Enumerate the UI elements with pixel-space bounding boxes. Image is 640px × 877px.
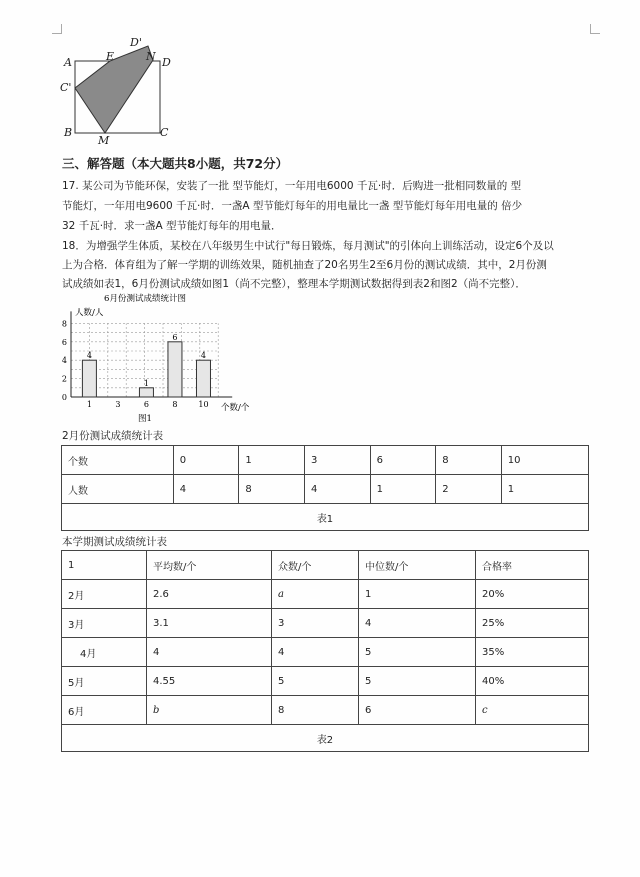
geo-label-c: C (160, 126, 169, 139)
table-cell: 4 (147, 638, 272, 667)
geo-label-d: D (162, 56, 171, 69)
q17-line-3: 32 千瓦·时．求一盏A 型节能灯每年的用电量． (62, 220, 282, 232)
table-cell: 4月 (62, 638, 147, 667)
geo-label-m: M (98, 134, 110, 147)
table-row (62, 609, 589, 638)
table-cell: 20% (476, 580, 589, 609)
chart-x-label: 个数/个 (221, 403, 250, 413)
table-cell: 1 (359, 580, 476, 609)
chart-bar (168, 342, 182, 397)
table1-caption: 表1 (62, 504, 589, 531)
chart-title: 6月份测试成绩统计图 (104, 294, 186, 304)
chart-bar (196, 360, 210, 397)
chart-x-tick-label: 10 (198, 400, 209, 409)
table-cell: 6 (359, 696, 476, 725)
table-row (62, 725, 589, 752)
q17-line-1: 17. 某公司为节能环保，安装了一批 型节能灯，一年用电6000 千瓦·时．后购进一批相同数量的 型 (62, 180, 522, 192)
table-cell: c (476, 696, 589, 725)
table-row (62, 504, 589, 531)
chart-bar (139, 388, 153, 397)
table-cell: 6 (370, 446, 436, 475)
table-cell: 4 (173, 475, 239, 504)
table-header-row (62, 551, 589, 580)
table-header-cell: 1 (62, 551, 147, 580)
table-cell: 25% (476, 609, 589, 638)
table-row (62, 475, 589, 504)
chart-data-label: 4 (200, 351, 207, 361)
q18-line-3: 试成绩如表1，6月份测试成绩如图1（尚不完整），整理本学期测试数据得到表2和图2（尚不完整）． (62, 278, 526, 290)
table-header-cell: 平均数/个 (147, 551, 272, 580)
chart-y-tick-label: 2 (61, 374, 67, 384)
geo-label-a: A (64, 56, 72, 69)
table-cell: 6月 (62, 696, 147, 725)
chart-bar (82, 360, 96, 397)
table-cell: 10 (501, 446, 588, 475)
table-cell: 4 (304, 475, 370, 504)
table-cell: 8 (436, 446, 502, 475)
table-cell: 个数 (62, 446, 174, 475)
table-header-cell: 合格率 (476, 551, 589, 580)
table-cell: 4 (272, 638, 359, 667)
table-cell: 5 (359, 638, 476, 667)
chart-y-tick-label: 4 (61, 356, 67, 366)
table-cell: 人数 (62, 475, 174, 504)
table-cell: 5月 (62, 667, 147, 696)
chart-y-tick-label: 0 (61, 393, 67, 402)
table-cell: 35% (476, 638, 589, 667)
table-header-cell: 众数/个 (272, 551, 359, 580)
table-cell: 0 (173, 446, 239, 475)
question-18 (62, 238, 602, 295)
corner-mark-top-right (590, 24, 600, 34)
table-header-cell: 中位数/个 (359, 551, 476, 580)
table-row (62, 580, 589, 609)
table-cell: 5 (359, 667, 476, 696)
table-cell: 4.55 (147, 667, 272, 696)
table-cell: 3 (304, 446, 370, 475)
chart-y-tick-label: 6 (61, 337, 67, 347)
table-cell: b (147, 696, 272, 725)
q18-line-2: 上为合格．体育组为了解一学期的训练效果，随机抽查了20名男生2至6月份的测试成绩．其中，2月份测 (62, 259, 547, 271)
chart-y-label: 人数/人 (75, 308, 104, 318)
table-cell: 3月 (62, 609, 147, 638)
geo-label-b: B (64, 126, 73, 139)
table-cell: 5 (272, 667, 359, 696)
table-cell: 1 (501, 475, 588, 504)
q18-line-1: 18．为增强学生体质，某校在八年级男生中试行"每日锻炼，每月测试"的引体向上训练活动，设定6个及以 (62, 240, 554, 252)
table-cell: 4 (359, 609, 476, 638)
chart-x-tick-label: 3 (115, 400, 121, 409)
table-cell: 2月 (62, 580, 147, 609)
geo-label-n: N (146, 50, 156, 63)
chart-caption: 图1 (138, 414, 152, 424)
chart-y-tick-label: 8 (61, 319, 67, 329)
section-title: 三、解答题（本大题共8小题，共72分） (62, 156, 289, 171)
question-17 (62, 178, 602, 238)
table-cell: 40% (476, 667, 589, 696)
table-row (62, 667, 589, 696)
table-cell: 8 (272, 696, 359, 725)
chart-x-tick-label: 1 (86, 400, 92, 409)
chart-x-tick-label: 6 (143, 400, 149, 409)
table2-caption: 表2 (62, 725, 589, 752)
table2-title: 本学期测试成绩统计表 (62, 536, 167, 548)
corner-mark-top-left (52, 24, 62, 34)
table-cell: 2 (436, 475, 502, 504)
table-cell: 8 (239, 475, 305, 504)
chart-data-label: 4 (86, 351, 92, 361)
geo-label-e: E (106, 50, 115, 63)
table-cell: 2.6 (147, 580, 272, 609)
table1 (61, 445, 589, 531)
table-cell: 1 (239, 446, 305, 475)
chart-data-label: 6 (172, 332, 178, 342)
table2 (61, 550, 589, 752)
chart-data-label: 1 (143, 378, 149, 388)
geo-label-c-prime: C' (60, 81, 72, 94)
table-row (62, 696, 589, 725)
chart-x-tick-label: 8 (172, 400, 178, 409)
table-cell: 3 (272, 609, 359, 638)
table-cell: 1 (370, 475, 436, 504)
table-cell: a (272, 580, 359, 609)
q17-line-2: 节能灯，一年用电9600 千瓦·时．一盏A 型节能灯每年的用电量比一盏 型节能灯每年用电量的 倍少 (62, 200, 523, 212)
table-row (62, 446, 589, 475)
table-cell: 3.1 (147, 609, 272, 638)
table1-title: 2月份测试成绩统计表 (62, 430, 164, 442)
table-row (62, 638, 589, 667)
bar-chart-june (55, 290, 265, 425)
geo-label-d-prime: D' (130, 36, 142, 49)
